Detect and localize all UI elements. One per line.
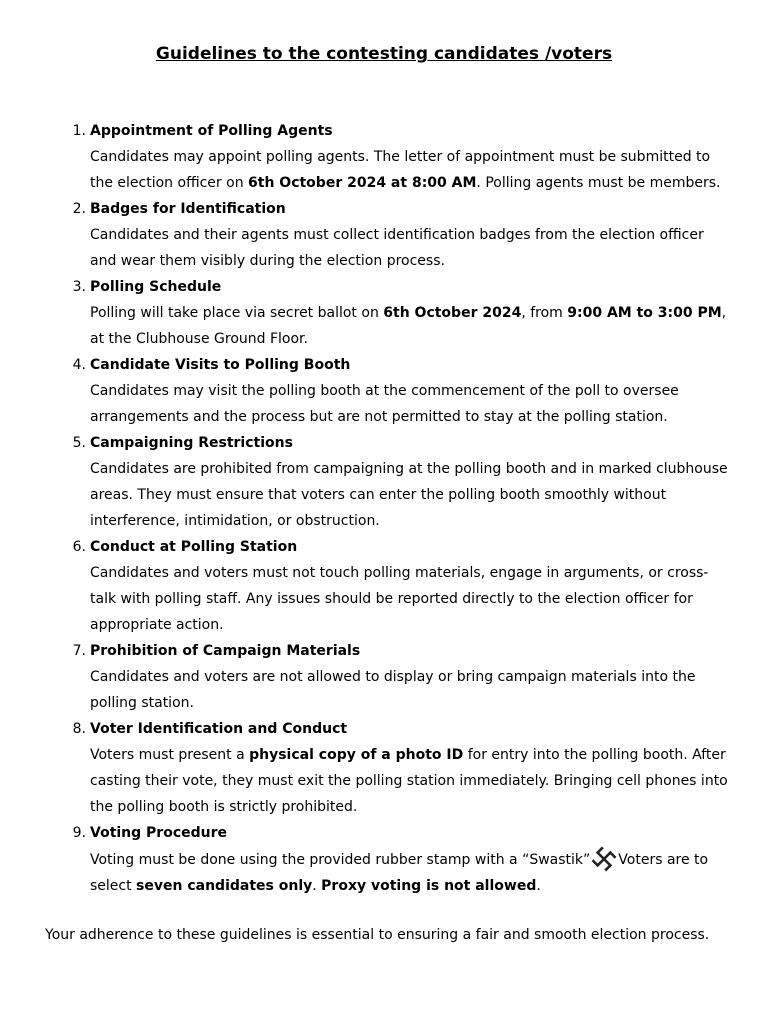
swastik-stamp-icon <box>591 846 617 872</box>
item-body <box>90 300 730 352</box>
body-text: Candidates are prohibited from campaigning at the polling booth and in marked clubhouse areas. They must ensure that voters can enter the polling booth smoothly without interference, intimidation, or obstruction. <box>90 461 728 529</box>
item-number: 4. <box>72 357 86 373</box>
item-body <box>90 846 730 899</box>
item-body <box>90 222 730 274</box>
item-heading: Voter Identification and Conduct <box>90 721 348 737</box>
guideline-item <box>72 274 730 352</box>
closing-statement: Your adherence to these guidelines is essential to ensuring a fair and smooth election process. <box>45 927 710 943</box>
item-number: 8. <box>72 721 86 737</box>
item-number: 5. <box>72 435 86 451</box>
item-heading: Campaigning Restrictions <box>90 435 293 451</box>
item-body <box>90 378 730 430</box>
item-heading: Candidate Visits to Polling Booth <box>90 357 351 373</box>
body-text: Candidates and voters must not touch polling materials, engage in arguments, or cross-talk with polling staff. Any issues should be reported directly to the election officer for appropriate action. <box>90 565 709 633</box>
guideline-item <box>72 196 730 274</box>
item-body <box>90 742 730 820</box>
emphasis-text: seven candidates only <box>136 878 313 894</box>
item-number: 9. <box>72 825 86 841</box>
item-number: 6. <box>72 539 86 555</box>
item-number: 2. <box>72 201 86 217</box>
guideline-item <box>72 534 730 638</box>
body-text: for entry into the polling booth. After casting their vote, they must exit the polling station immediately. Bringing cell phones into the polling booth is strictly prohibited. <box>90 747 728 815</box>
item-body <box>90 144 730 196</box>
body-text: . <box>312 878 322 894</box>
emphasis-text: Proxy voting is not allowed <box>321 878 537 894</box>
guideline-item <box>72 352 730 430</box>
body-text: Candidates may appoint polling agents. The letter of appointment must be submitted to the election officer on <box>90 149 711 191</box>
emphasis-text: 6th October 2024 <box>383 305 522 321</box>
body-text: . Polling agents must be members. <box>476 175 721 191</box>
body-text: , at the Clubhouse Ground Floor. <box>90 305 727 347</box>
item-heading: Badges for Identification <box>90 201 286 217</box>
item-heading: Prohibition of Campaign Materials <box>90 643 361 659</box>
item-heading: Polling Schedule <box>90 279 222 295</box>
item-heading: Voting Procedure <box>90 825 228 841</box>
emphasis-text: 9:00 AM to 3:00 PM <box>567 305 722 321</box>
item-number: 1. <box>72 123 86 139</box>
body-text: Candidates and their agents must collect identification badges from the election officer and wear them visibly during the election process. <box>90 227 704 269</box>
page-title: Guidelines to the contesting candidates /voters <box>155 44 613 64</box>
body-text: . <box>536 878 541 894</box>
guideline-item <box>72 820 730 899</box>
guideline-item <box>72 118 730 196</box>
item-body <box>90 456 730 534</box>
item-heading: Appointment of Polling Agents <box>90 123 333 139</box>
guideline-item <box>72 430 730 534</box>
item-body <box>90 664 730 716</box>
item-number: 3. <box>72 279 86 295</box>
body-text: Candidates may visit the polling booth at the commencement of the poll to oversee arrangements and the process but are not permitted to stay at the polling station. <box>90 383 679 425</box>
emphasis-text: 6th October 2024 at 8:00 AM <box>248 175 477 191</box>
item-heading: Conduct at Polling Station <box>90 539 298 555</box>
guidelines-list <box>72 118 730 899</box>
body-text: Voters are to select <box>90 852 709 894</box>
item-body <box>90 560 730 638</box>
body-text: Voting must be done using the provided rubber stamp with a “Swastik” <box>90 852 591 868</box>
body-text: Polling will take place via secret ballot on <box>90 305 384 321</box>
body-text: Candidates and voters are not allowed to display or bring campaign materials into the polling station. <box>90 669 696 711</box>
item-number: 7. <box>72 643 86 659</box>
emphasis-text: physical copy of a photo ID <box>249 747 464 763</box>
body-text: Voters must present a <box>90 747 250 763</box>
body-text: , from <box>521 305 568 321</box>
guideline-item <box>72 716 730 820</box>
guideline-item <box>72 638 730 716</box>
